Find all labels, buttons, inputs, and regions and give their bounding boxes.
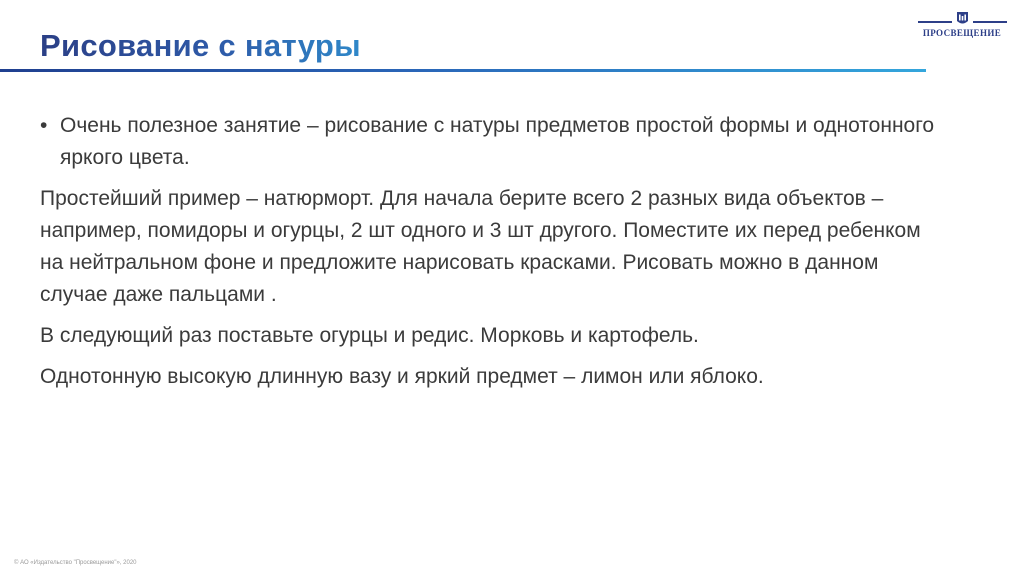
logo-line-left bbox=[918, 21, 952, 23]
publisher-logo bbox=[916, 7, 1008, 43]
bullet-item bbox=[40, 110, 940, 174]
paragraph: Простейший пример – натюрморт. Для начала берите всего 2 разных вида объектов – например, помидоры и огурцы, 2 шт одного и 3 шт другого. Поместите их перед ребенком на нейтральном фоне и предложите нарисовать красками. Рисовать можно в данном случае даже пальцами . bbox=[40, 187, 921, 306]
paragraph: Однотонную высокую длинную вазу и яркий предмет – лимон или яблоко. bbox=[40, 365, 764, 388]
prosveshchenie-logo-mark-icon bbox=[956, 11, 969, 26]
slide-body bbox=[40, 110, 940, 402]
bullet-text: Очень полезное занятие – рисование с натуры предметов простой формы и однотонного яркого цвета. bbox=[60, 114, 935, 169]
bullet-dot: • bbox=[40, 114, 48, 137]
copyright-footer: © АО «Издательство "Просвещение"», 2020 bbox=[14, 560, 137, 566]
title-underline bbox=[0, 69, 926, 72]
logo-line-right bbox=[973, 21, 1007, 23]
paragraph: В следующий раз поставьте огурцы и редис. Морковь и картофель. bbox=[40, 324, 699, 347]
slide-title: Рисование с натуры bbox=[40, 28, 361, 63]
logo-text: ПРОСВЕЩЕНИЕ bbox=[922, 28, 1002, 38]
